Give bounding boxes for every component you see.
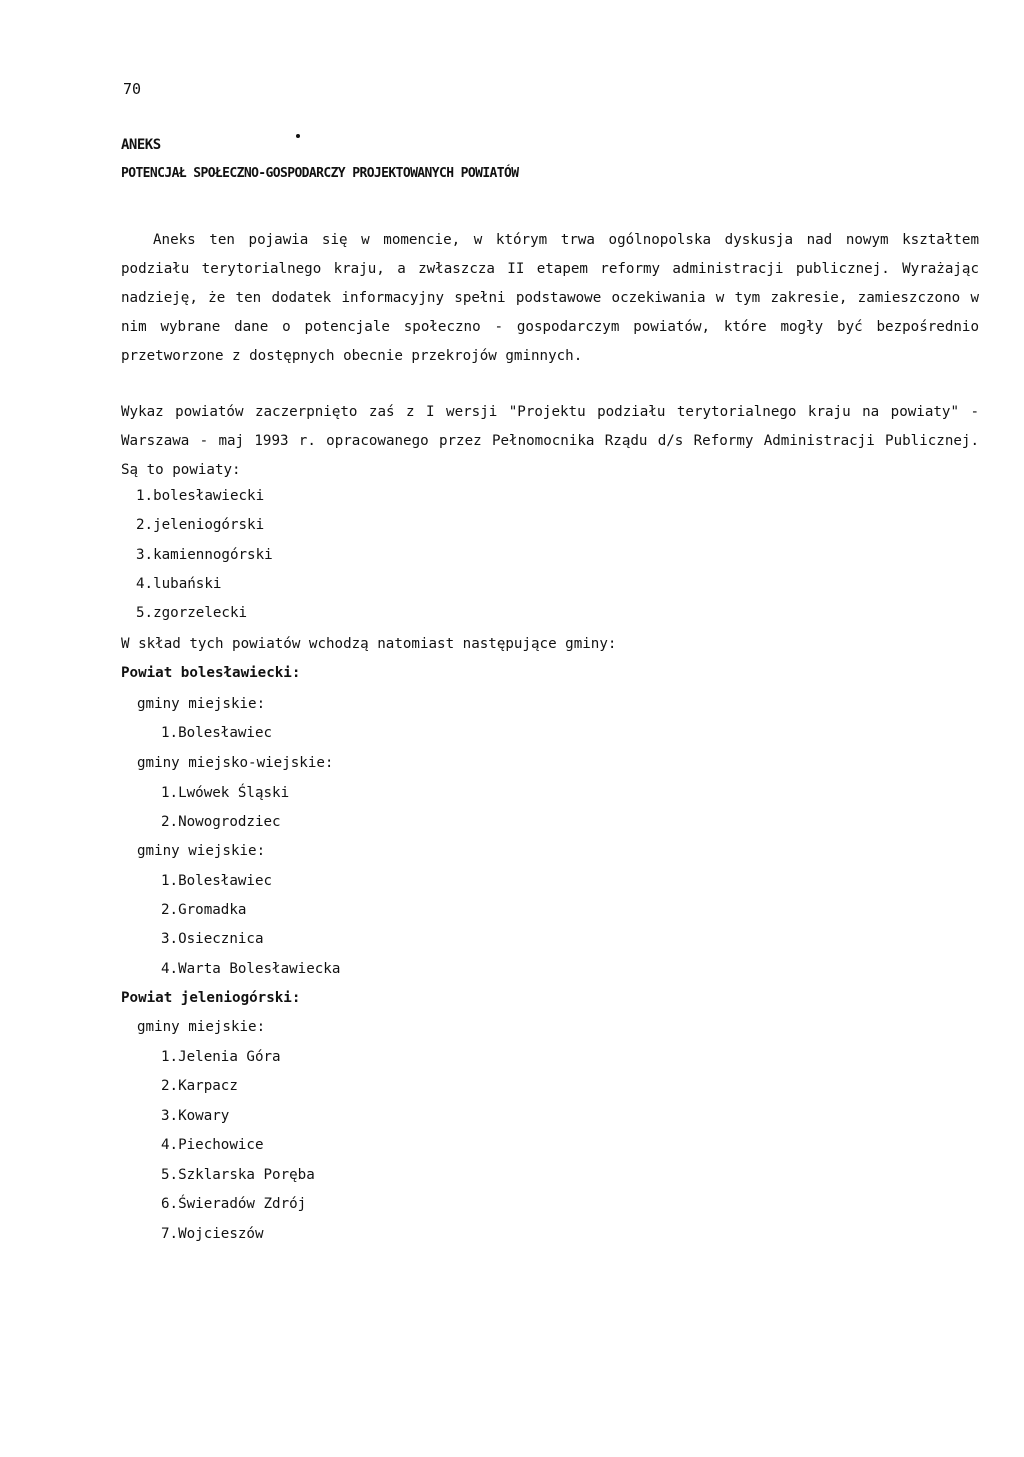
gminy-category-label: gminy miejskie:	[137, 1019, 266, 1035]
gmina-item: 4.Piechowice	[161, 1137, 264, 1153]
gmina-item: 6.Świeradów Zdrój	[161, 1196, 307, 1212]
powiat-list-item: 4.lubański	[136, 576, 222, 592]
gminy-category-label: gminy miejsko-wiejskie:	[137, 755, 334, 771]
powiat-list-item: 3.kamiennogórski	[136, 547, 273, 563]
gmina-item: 7.Wojcieszów	[161, 1226, 264, 1242]
powiat-heading: Powiat bolesławiecki:	[121, 665, 301, 681]
gminy-category-label: gminy wiejskie:	[137, 843, 266, 859]
gmina-item: 1.Bolesławiec	[161, 725, 273, 741]
annex-label: ANEKS	[121, 137, 161, 153]
gmina-item: 2.Karpacz	[161, 1078, 238, 1094]
powiat-list-item: 1.bolesławiecki	[136, 488, 265, 504]
powiat-list-item: 2.jeleniogórski	[136, 517, 265, 533]
gmina-item: 1.Jelenia Góra	[161, 1049, 281, 1065]
section-title: POTENCJAŁ SPOŁECZNO-GOSPODARCZY PROJEKTOWANYCH POWIATÓW	[121, 166, 519, 181]
gmina-item: 4.Warta Bolesławiecka	[161, 961, 341, 977]
gmina-item: 5.Szklarska Poręba	[161, 1167, 315, 1183]
gmina-item: 1.Bolesławiec	[161, 873, 273, 889]
gminy-category-label: gminy miejskie:	[137, 696, 266, 712]
paragraph-text: Wykaz powiatów zaczerpnięto zaś z I wersji "Projektu podziału terytorialnego kraju na powiaty" - Warszawa - maj 1993 r. opracowanego przez Pełnomocnika Rządu d/s Reformy Administracji Publicznej. Są to powiaty:	[121, 404, 979, 478]
gminy-intro-text: W skład tych powiatów wchodzą natomiast następujące gminy:	[121, 636, 617, 652]
page-number: 70	[123, 80, 142, 98]
source-paragraph	[121, 398, 979, 485]
gmina-item: 2.Gromadka	[161, 902, 247, 918]
intro-paragraph	[121, 226, 979, 371]
gmina-item: 3.Kowary	[161, 1108, 230, 1124]
gmina-item: 3.Osiecznica	[161, 931, 264, 947]
gmina-item: 1.Lwówek Śląski	[161, 785, 290, 801]
powiat-heading: Powiat jeleniogórski:	[121, 990, 301, 1006]
paragraph-text: Aneks ten pojawia się w momencie, w którym trwa ogólnopolska dyskusja nad nowym kształtem podziału terytorialnego kraju, a zwłaszcza II etapem reformy administracji publicznej. Wyrażając nadzieję, że ten dodatek informacyjny spełni podstawowe oczekiwania w tym zakresie, zamieszczono w nim wybrane dane o potencjale społeczno - gospodarczym powiatów, które mogły być bezpośrednio przetworzone z dostępnych obecnie przekrojów gminnych.	[121, 232, 979, 364]
stray-dot-mark	[296, 134, 300, 138]
gmina-item: 2.Nowogrodziec	[161, 814, 281, 830]
powiat-list-item: 5.zgorzelecki	[136, 605, 248, 621]
